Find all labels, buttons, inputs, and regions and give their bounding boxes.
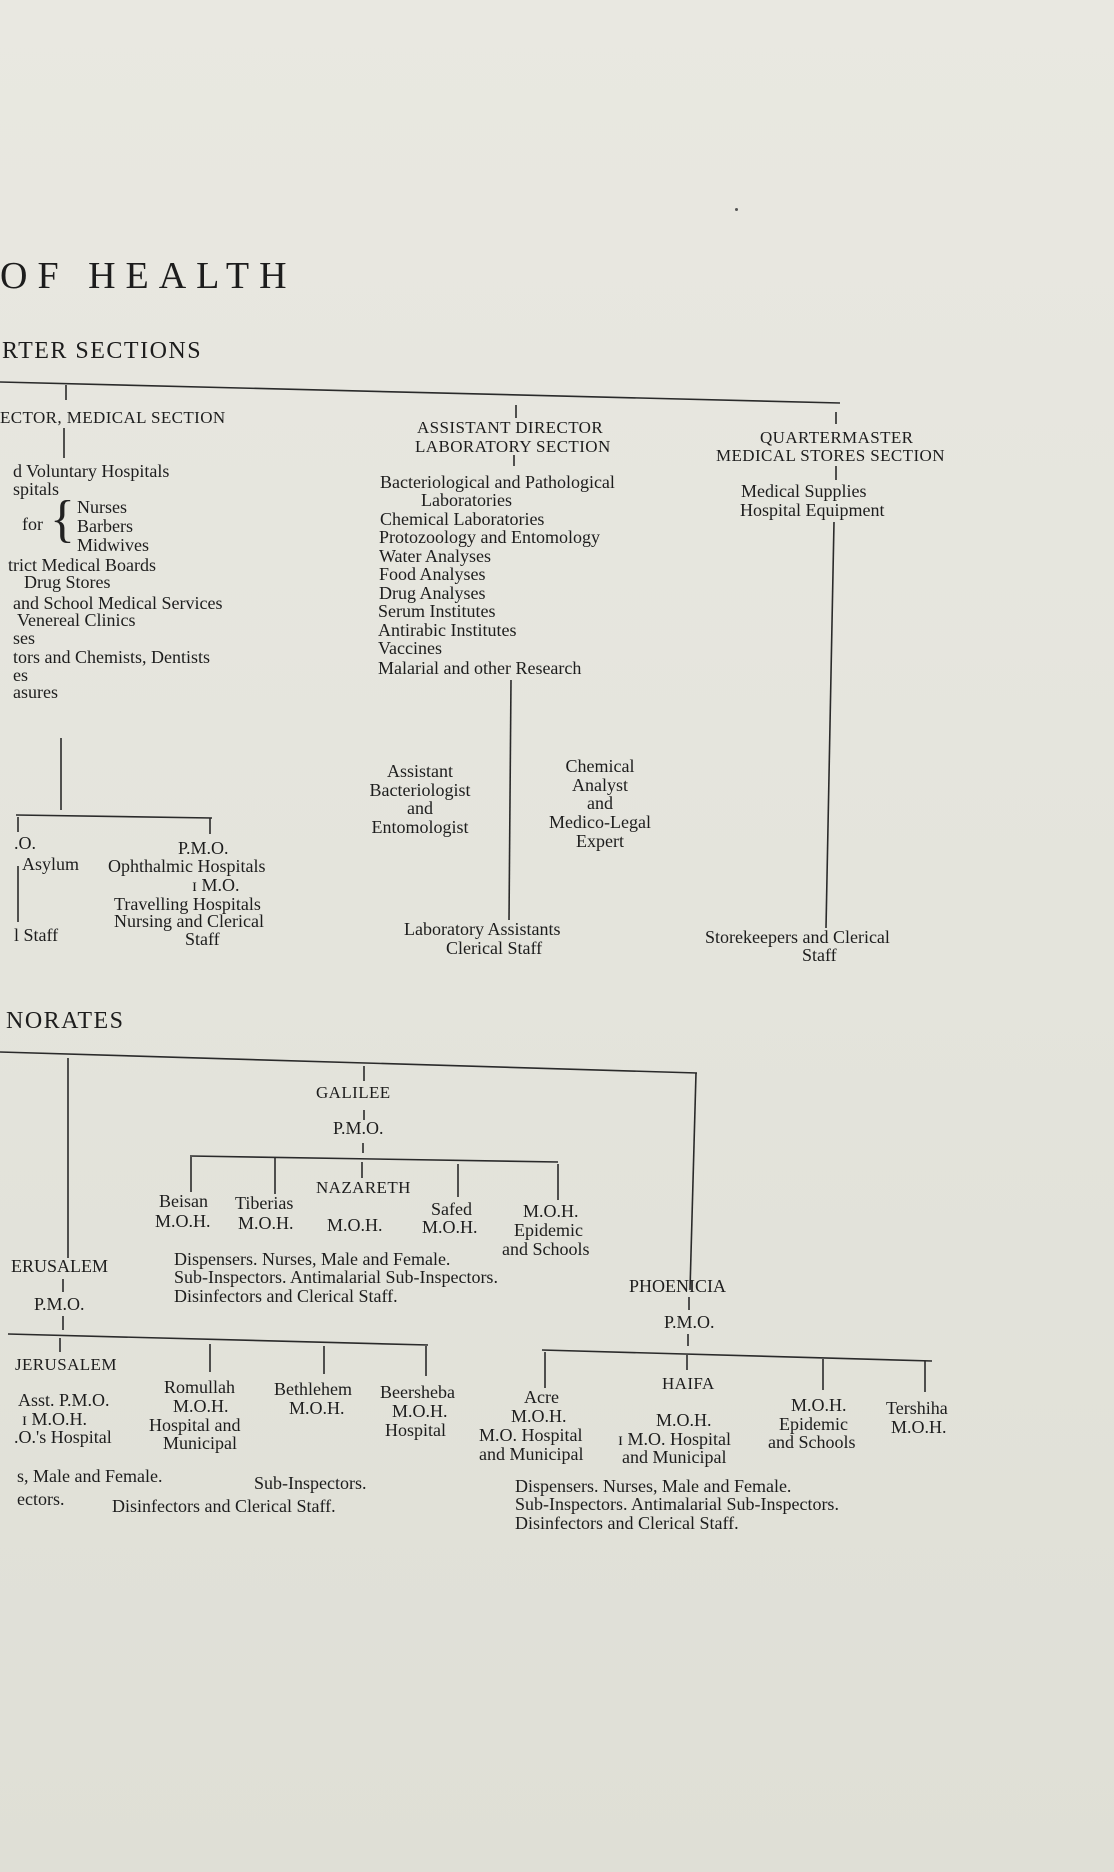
lab-assistants: Laboratory Assistants — [404, 919, 561, 939]
medical-item: spitals — [13, 479, 60, 499]
chemical-label: and — [587, 793, 613, 813]
haifa-hospital: ɪ M.O. Hospital — [618, 1429, 732, 1449]
medical-item: ses — [13, 628, 35, 648]
galilee-staff: Sub-Inspectors. Antimalarial Sub-Inspectors. — [174, 1267, 498, 1287]
phoenicia-staff: Sub-Inspectors. Antimalarial Sub-Inspectors. — [515, 1494, 839, 1514]
galilee-staff: Disinfectors and Clerical Staff. — [174, 1286, 398, 1306]
phoenicia-name: PHOENICIA — [629, 1276, 726, 1296]
nazareth-moh: M.O.H. — [327, 1215, 383, 1235]
medical-item: asures — [13, 682, 58, 702]
lab-item: Food Analyses — [379, 564, 486, 584]
one-mo: ɪ M.O. — [192, 875, 240, 895]
medical-item: for — [22, 514, 43, 534]
chemical-label: Medico-Legal — [549, 812, 651, 832]
beersheba-moh: M.O.H. — [392, 1401, 448, 1421]
assistant-label: Entomologist — [371, 817, 469, 837]
districts-heading: NORATES — [6, 1008, 125, 1034]
galilee-epidemic: Epidemic — [514, 1220, 583, 1240]
medical-item: tors and Chemists, Dentists — [13, 647, 210, 667]
jerusalem-name: ERUSALEM — [11, 1256, 109, 1276]
medical-item: d Voluntary Hospitals — [13, 461, 170, 481]
acre-moh: M.O.H. — [511, 1406, 567, 1426]
beisan-name: Beisan — [159, 1191, 208, 1211]
tiberias-name: Tiberias — [235, 1193, 294, 1213]
medical-item: Venereal Clinics — [17, 610, 136, 630]
brace-item: Nurses — [77, 497, 127, 517]
jerusalem-staff: Disinfectors and Clerical Staff. — [112, 1496, 336, 1516]
stores-staff: Storekeepers and Clerical — [705, 927, 890, 947]
assistant-label: Bacteriologist — [369, 780, 471, 800]
nursing-staff: Staff — [185, 929, 220, 949]
phoenicia-pmo: P.M.O. — [664, 1312, 715, 1332]
chemical-label: Chemical — [565, 756, 635, 776]
lab-item: Water Analyses — [379, 546, 492, 566]
bethlehem-moh: M.O.H. — [289, 1398, 345, 1418]
beisan-moh: M.O.H. — [155, 1211, 211, 1231]
brace-symbol: { — [50, 491, 75, 548]
page-title: OF HEALTH — [0, 255, 297, 297]
section-heading: RTER SECTIONS — [2, 338, 203, 364]
medical-item: Drug Stores — [24, 572, 111, 592]
galilee-name: GALILEE — [316, 1083, 391, 1102]
medical-item: trict Medical Boards — [8, 555, 156, 575]
lab-item: Serum Institutes — [378, 601, 496, 621]
medical-item: and School Medical Services — [13, 593, 223, 613]
lab-head-1: ASSISTANT DIRECTOR — [417, 418, 604, 437]
ramallah-moh: M.O.H. — [173, 1396, 229, 1416]
acre-hospital: M.O. Hospital — [479, 1425, 583, 1445]
galilee-epidemic-moh: M.O.H. — [523, 1201, 579, 1221]
phoenicia-epidemic-moh: M.O.H. — [791, 1395, 847, 1415]
jerusalem-staff: Sub-Inspectors. — [254, 1473, 367, 1493]
phoenicia-schools: and Schools — [768, 1432, 856, 1452]
beersheba-name: Beersheba — [380, 1382, 455, 1402]
tershiha-moh: M.O.H. — [891, 1417, 947, 1437]
tershiha-name: Tershiha — [886, 1398, 948, 1418]
tiberias-moh: M.O.H. — [238, 1213, 294, 1233]
acre-municipal: and Municipal — [479, 1444, 584, 1464]
lab-item: Drug Analyses — [379, 583, 486, 603]
brace-item: Midwives — [77, 535, 149, 555]
galilee-staff: Dispensers. Nurses, Male and Female. — [174, 1249, 451, 1269]
assistant-label: Assistant — [386, 761, 453, 781]
haifa-name: HAIFA — [662, 1374, 715, 1393]
left-asylum: Asylum — [22, 854, 80, 874]
galilee-schools: and Schools — [502, 1239, 590, 1259]
lab-item: Chemical Laboratories — [380, 509, 545, 529]
stores-staff: Staff — [802, 945, 837, 965]
phoenicia-staff: Dispensers. Nurses, Male and Female. — [515, 1476, 792, 1496]
lab-item: Malarial and other Research — [378, 658, 582, 678]
ramallah-hosp: Hospital and — [149, 1415, 241, 1435]
acre-name: Acre — [524, 1387, 559, 1407]
travelling-hospitals: Travelling Hospitals — [114, 894, 261, 914]
jerusalem-moh1: ɪ M.O.H. — [22, 1409, 88, 1429]
medical-section-head: ECTOR, MEDICAL SECTION — [0, 408, 226, 427]
lab-item: Antirabic Institutes — [378, 620, 517, 640]
phoenicia-epidemic: Epidemic — [779, 1414, 848, 1434]
galilee-pmo: P.M.O. — [333, 1118, 384, 1138]
beersheba-hospital: Hospital — [385, 1420, 446, 1440]
ramallah-name: Romullah — [164, 1377, 235, 1397]
jerusalem-pmo: P.M.O. — [34, 1294, 85, 1314]
lab-clerical: Clerical Staff — [446, 938, 543, 958]
left-pmo: .O. — [14, 833, 36, 853]
jerusalem-asst: Asst. P.M.O. — [18, 1390, 110, 1410]
speck — [735, 208, 738, 211]
phoenicia-staff: Disinfectors and Clerical Staff. — [515, 1513, 739, 1533]
chemical-label: Analyst — [572, 775, 628, 795]
assistant-label: and — [407, 798, 433, 818]
lab-item: Laboratories — [421, 490, 512, 510]
lab-item: Vaccines — [378, 638, 442, 658]
stores-item: Medical Supplies — [741, 481, 867, 501]
chemical-label: Expert — [576, 831, 624, 851]
lab-head-2: LABORATORY SECTION — [415, 437, 611, 456]
nursing-clerical: Nursing and Clerical — [114, 911, 264, 931]
lab-item: Protozoology and Entomology — [379, 527, 600, 547]
brace-item: Barbers — [77, 516, 133, 536]
jerusalem-hospital: .O.'s Hospital — [14, 1427, 112, 1447]
jerusalem-sub: JERUSALEM — [15, 1355, 117, 1374]
ramallah-municipal: Municipal — [163, 1433, 237, 1453]
safed-moh: M.O.H. — [422, 1217, 478, 1237]
stores-item: Hospital Equipment — [740, 500, 885, 520]
bethlehem-name: Bethlehem — [274, 1379, 352, 1399]
jerusalem-staff: ectors. — [17, 1489, 65, 1509]
haifa-municipal: and Municipal — [622, 1447, 727, 1467]
medical-item: es — [13, 665, 28, 685]
haifa-moh: M.O.H. — [656, 1410, 712, 1430]
ophthalmic-hospitals: Ophthalmic Hospitals — [108, 856, 266, 876]
nazareth-name: NAZARETH — [316, 1178, 411, 1197]
stores-head-2: MEDICAL STORES SECTION — [716, 446, 945, 465]
right-pmo: P.M.O. — [178, 838, 229, 858]
lab-item: Bacteriological and Pathological — [380, 472, 615, 492]
stores-head-1: QUARTERMASTER — [760, 428, 914, 447]
safed-name: Safed — [431, 1199, 472, 1219]
jerusalem-staff: s, Male and Female. — [17, 1466, 163, 1486]
left-staff: l Staff — [14, 925, 59, 945]
